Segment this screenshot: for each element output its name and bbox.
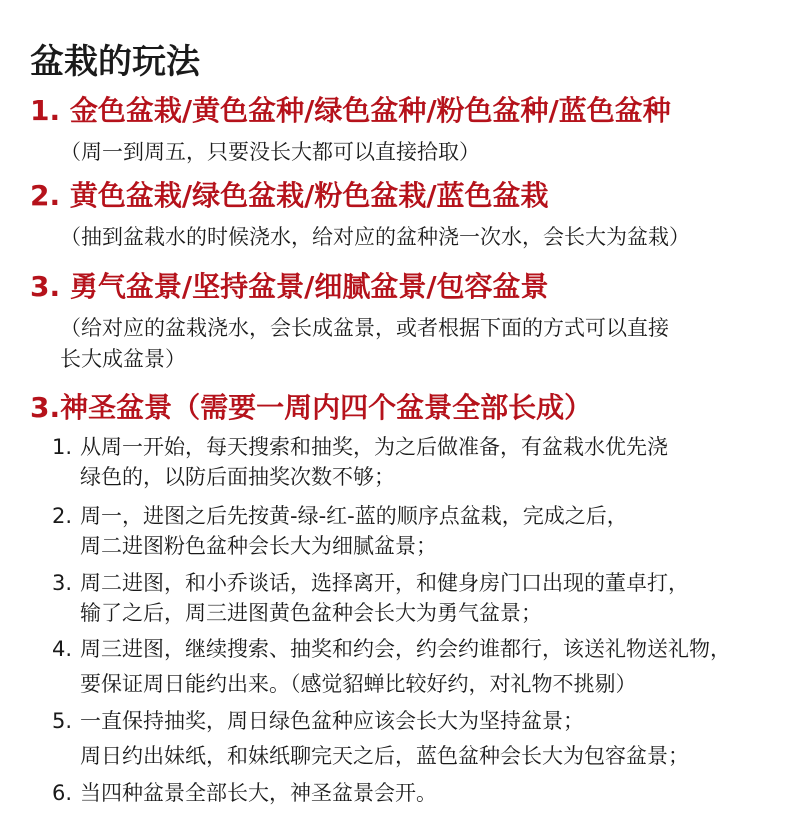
section-heading-2: 2. 黄色盆栽/绿色盆栽/粉色盆栽/蓝色盆栽 — [30, 179, 549, 212]
step-text: 周三进图，继续搜索、抽奖和约会，约会约谁都行，该送礼物送礼物， — [80, 637, 731, 661]
step-number: 3. — [52, 571, 73, 595]
step-number: 6. — [52, 781, 73, 805]
section-note-3-line-2: 长大成盆景） — [60, 347, 186, 371]
step-text: 从周一开始，每天搜索和抽奖，为之后做准备，有盆栽水优先浇 — [80, 435, 668, 459]
step-text: 周一，进图之后先按黄-绿-红-蓝的顺序点盆栽，完成之后， — [80, 504, 628, 528]
step-text: 当四种盆景全部长大，神圣盆景会开。 — [80, 781, 437, 805]
step-3 — [52, 567, 689, 597]
step-5-continued: 周日约出妹纸，和妹纸聊完天之后，蓝色盆种会长大为包容盆景； — [80, 744, 689, 768]
step-4 — [52, 633, 731, 663]
step-4-continued: 要保证周日能约出来。（感觉貂蝉比较好约，对礼物不挑剔） — [80, 672, 637, 696]
step-text: 一直保持抽奖，周日绿色盆种应该会长大为坚持盆景； — [80, 709, 584, 733]
step-number: 5. — [52, 709, 73, 733]
section-note-2: （抽到盆栽水的时候浇水，给对应的盆种浇一次水，会长大为盆栽） — [60, 225, 690, 249]
step-6 — [52, 777, 437, 807]
section-note-3-line-1: （给对应的盆栽浇水，会长成盆景，或者根据下面的方式可以直接 — [60, 316, 669, 340]
step-1-continued: 绿色的，以防后面抽奖次数不够； — [80, 465, 395, 489]
step-number: 2. — [52, 504, 73, 528]
step-2 — [52, 500, 628, 530]
step-2-continued: 周二进图粉色盆种会长大为细腻盆景； — [80, 534, 437, 558]
section-heading-3: 3. 勇气盆景/坚持盆景/细腻盆景/包容盆景 — [30, 270, 549, 303]
page-title: 盆栽的玩法 — [30, 42, 200, 82]
step-5 — [52, 705, 584, 735]
step-text: 周二进图，和小乔谈话，选择离开，和健身房门口出现的董卓打， — [80, 571, 689, 595]
step-number: 4. — [52, 637, 73, 661]
section-heading-1: 1. 金色盆栽/黄色盆种/绿色盆种/粉色盆种/蓝色盆种 — [30, 94, 671, 127]
step-number: 1. — [52, 435, 73, 459]
section-note-1: （周一到周五，只要没长大都可以直接拾取） — [60, 140, 480, 164]
step-3-continued: 输了之后，周三进图黄色盆种会长大为勇气盆景； — [80, 601, 542, 625]
section-heading-4: 3.神圣盆景（需要一周内四个盆景全部长成） — [30, 391, 593, 424]
step-1 — [52, 431, 668, 461]
